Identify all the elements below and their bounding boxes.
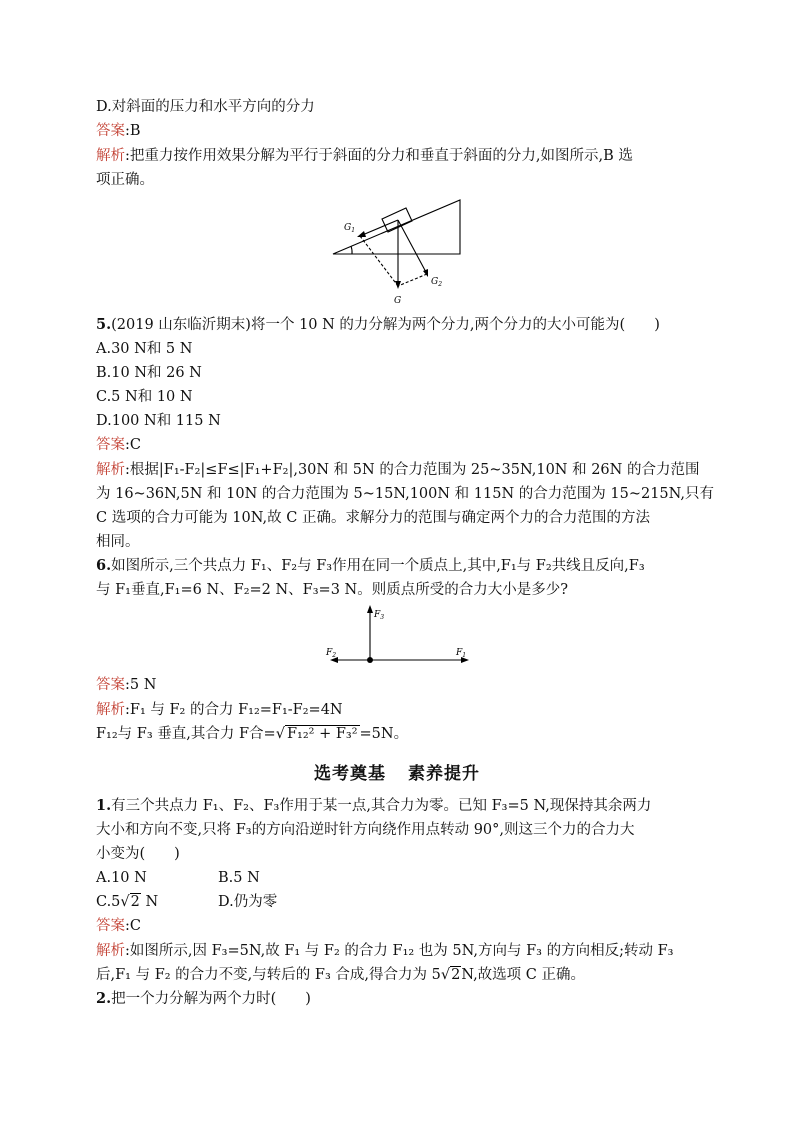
q5-explanation-line1 [96,459,700,481]
section-heading [0,759,794,784]
s1-option-b: B.5 N [218,870,260,886]
q5-answer [96,434,696,456]
question-text: (2019 山东临沂期末)将一个 10 N 的力分解为两个分力,两个分力的大小可能为( ) [111,317,660,333]
question-number: 1. [96,797,112,814]
g1-vector [360,220,398,236]
explanation-label: 解析 [96,943,125,959]
section-heading-part2: 素养提升 [408,764,480,784]
s1-explanation-line2 [96,964,696,986]
forces-figure [320,603,480,669]
q5-stem [96,314,696,336]
answer-label: 答案 [96,123,125,139]
s2-stem [96,988,696,1010]
answer-label: 答案 [96,437,125,453]
label-g1: $G_1$ [344,223,356,234]
answer-value: :5 N [125,677,157,693]
s1-stem-line1 [96,795,696,817]
g2-arrowhead [423,269,428,277]
sqrt-radicand: 2 [451,967,461,983]
answer-value: :C [125,918,141,934]
q6-explanation-line1 [96,699,696,721]
question-number: 2. [96,990,112,1007]
section-heading-part1: 选考奠基 [314,764,386,784]
s1-explanation-line1 [96,940,696,962]
angle-arc [351,246,352,254]
explanation-text: :如图所示,因 F₃=5N,故 F₁ 与 F₂ 的合力 F₁₂ 也为 5N,方向与 F₃ 的方向相反;转动 F₃ [125,943,674,959]
explanation-label: 解析 [96,462,125,478]
question-number: 6. [96,557,112,574]
explanation-text: :F₁ 与 F₂ 的合力 F₁₂=F₁-F₂=4N [125,702,343,718]
q5-option-d: D.100 N和 115 N [96,413,221,429]
label-g: G [394,296,402,306]
q6-answer [96,674,696,696]
question-number: 5. [96,316,112,333]
sqrt-sign: √ [440,967,451,983]
q4-explanation-line2: 项正确。 [96,172,154,188]
s1-stem-line2: 大小和方向不变,只将 F₃的方向沿逆时针方向绕作用点转动 90°,则这三个力的合力大 [96,822,635,838]
g2-vector [398,220,427,274]
label-g2: $G_2$ [431,277,443,288]
q5-explanation-line3: C 选项的合力可能为 10N,故 C 正确。求解分力的范围与确定两个力的合力范围的方法 [96,510,650,526]
s1-options-row1 [96,867,696,889]
particle-point [367,657,373,663]
question-text: 如图所示,三个共点力 F₁、F₂与 F₃作用在同一个质点上,其中,F₁与 F₂共线且反向,F₃ [111,558,645,574]
answer-value: :B [125,123,141,139]
explanation-text: :根据|F₁-F₂|≤F≤|F₁+F₂|,30N 和 5N 的合力范围为 25~35N,10N 和 26N 的合力范围 [125,462,700,478]
q6-stem-line2: 与 F₁垂直,F₁=6 N、F₂=2 N、F₃=3 N。则质点所受的合力大小是多少? [96,582,568,598]
q4-option-d: D.对斜面的压力和水平方向的分力 [96,99,315,115]
answer-value: :C [125,437,141,453]
s1-option-d: D.仍为零 [218,894,278,910]
s1-answer [96,915,696,937]
s1-stem-line3: 小变为( ) [96,846,180,862]
incline-figure [330,193,470,308]
g1-arrowhead [357,231,366,237]
explanation-label: 解析 [96,702,125,718]
answer-label: 答案 [96,677,125,693]
q4-answer [96,120,696,142]
explanation-text: 后,F₁ 与 F₂ 的合力不变,与转后的 F₃ 合成,得合力为 5 [96,967,441,983]
q5-option-a: A.30 N和 5 N [96,341,193,357]
gravity-arrowhead [395,281,401,289]
explanation-label: 解析 [96,148,125,164]
q5-explanation-line2: 为 16~36N,5N 和 10N 的合力范围为 5~15N,100N 和 115N 的合力范围为 15~215N,只有 [96,486,715,502]
sqrt-radicand: F₁₂² + F₃² [286,726,358,742]
q5-explanation-line4: 相同。 [96,534,140,550]
s1-option-c: C.5√2 N [96,894,159,910]
dashed-g2-g [398,274,427,286]
explanation-text: =5N。 [359,726,409,742]
s1-option-a: A.10 N [96,870,147,886]
explanation-text: N,故选项 C 正确。 [461,967,585,983]
dashed-g1-g [360,236,398,286]
q5-option-c: C.5 N和 10 N [96,389,193,405]
s1-options-row2 [96,891,696,913]
q6-stem-line1 [96,555,696,577]
q4-explanation-line1 [96,145,696,167]
q5-option-b: B.10 N和 26 N [96,365,202,381]
explanation-text: :把重力按作用效果分解为平行于斜面的分力和垂直于斜面的分力,如图所示,B 选 [125,148,633,164]
question-text: 把一个力分解为两个力时( ) [111,991,311,1007]
f3-arrowhead [367,605,373,613]
sqrt-sign: √ [275,726,285,742]
label-f3: $F_3$ [374,610,385,621]
explanation-text: F₁₂与 F₃ 垂直,其合力 F合= [96,726,276,742]
q6-explanation-line2 [96,723,696,745]
question-text: 有三个共点力 F₁、F₂、F₃作用于某一点,其合力为零。已知 F₃=5 N,现保持其余两力 [111,798,652,814]
label-f1: $F_1$ [456,648,467,659]
label-f2: $F_2$ [326,648,337,659]
answer-label: 答案 [96,918,125,934]
